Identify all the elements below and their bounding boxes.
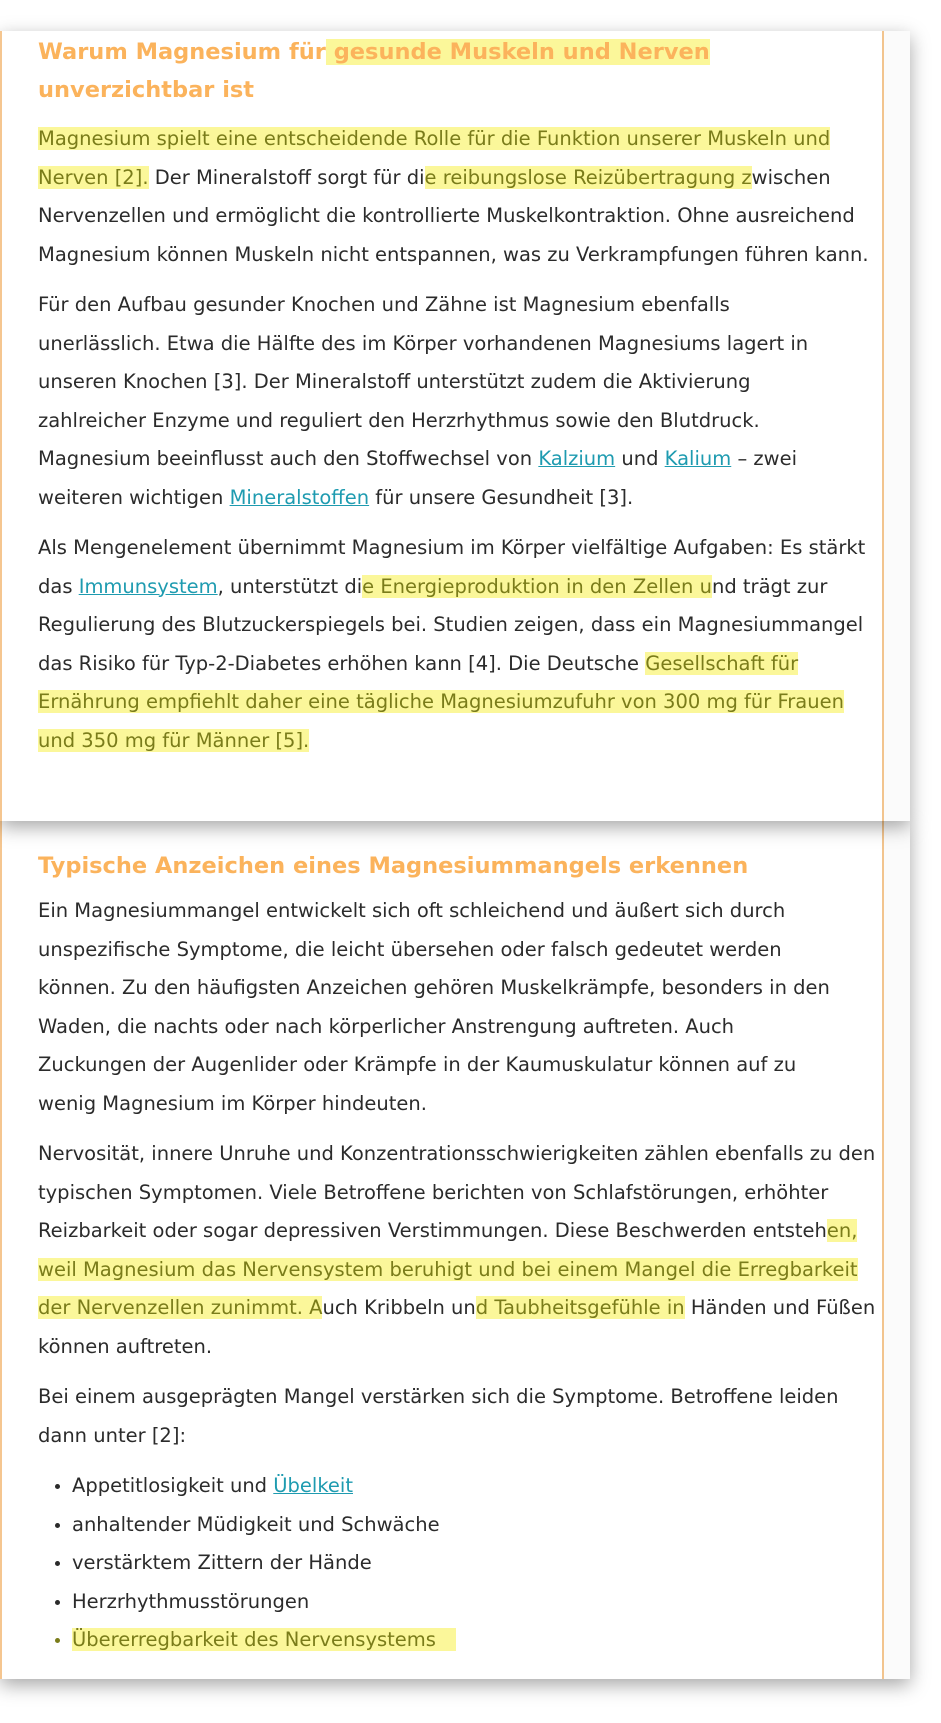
section-heading: Typische Anzeichen eines Magnesiummangels erkennen [38,853,749,879]
text: nd trägt zur Regulierung des Blutzuckerspiegels bei. Studien zeigen, dass ein Magnesiummangel das Risiko für Typ-2-Diabetes erhöhen kann [4]. Die Deutsche [38,574,864,675]
scrollbar-track[interactable] [884,821,910,1679]
paragraph: Ein Magnesiummangel entwickelt sich oft schleichend und äußert sich durch unspezifische Symptome, die leicht übersehen oder falsch gedeutet werden können. Zu den häufigsten Anzeichen gehören Muskelkrämpfe, besonders in den Waden, die nachts oder nach körperlicher Anstrengung auftreten. Auch Zuckungen der Augenlider oder Krämpfe in der Kaumuskulatur können auf zu wenig Magnesium im Körper hindeuten. [38,899,830,1115]
text: Der Mineralstoff sorgt für di [148,165,425,189]
text: – zwei weiteren wichtigen [38,447,797,509]
section-heading [38,33,798,109]
highlight: e Energieproduktion in den Zellen u [362,574,712,598]
heading-text: Warum Magnesium für [38,39,326,65]
paragraph [38,529,876,760]
left-border [0,31,2,821]
text: Nervosität, innere Unruhe und Konzentrationsschwierigkeiten zählen ebenfalls zu den typischen Symptomen. Viele Betroffene berichten von Schlafstörungen, erhöhter Reizbarkeit oder sogar depressiven Verstimmungen. Diese Beschwerden entsteh [38,1142,876,1242]
text: Als Mengenelement übernimmt Magnesium im Körper vielfältige Aufgaben: Es stärkt das [38,536,866,598]
highlight: Gesellschaft für Ernährung empfiehlt daher eine tägliche Magnesiumzufuhr von 300 mg für Frauen und 350 mg für Männer [5]. [38,651,844,752]
paragraph [38,286,848,517]
paragraph [38,120,876,274]
text: Appetitlosigkeit und [72,1474,274,1497]
list-item: • Herzrhythmusstörungen [72,1583,876,1622]
left-border [0,821,2,1679]
symptom-list [38,1467,876,1660]
text: wischen Nervenzellen und ermöglicht die kontrollierte Muskelkontraktion. Ohne ausreichend Magnesium können Muskeln nicht entspannen, was zu Verkrampfungen führen kann. [38,165,869,266]
link-uebelkeit[interactable]: Übelkeit [273,1474,353,1497]
text: Händen und Füßen können auftreten. [38,1296,876,1358]
highlight: gesunde Muskeln und Nerven [325,39,710,65]
highlight: en, weil Magnesium das Nervensystem beruhigt und bei einem Mangel die Erregbarkeit der Nervenzellen zunimmt. A [38,1219,858,1319]
list-item: • anhaltender Müdigkeit und Schwäche [72,1506,876,1545]
highlight: e reibungslose Reizübertragung z [424,165,752,189]
text: und [615,447,665,470]
link-mineralstoffen[interactable]: Mineralstoffen [229,485,370,509]
article-panel-lower [0,821,910,1679]
list-item [72,1467,876,1506]
list-item: • verstärktem Zittern der Hände [72,1544,876,1583]
highlight: Magnesium spielt eine entscheidende Rolle für die Funktion unserer Muskeln und Nerven [2]. [38,127,831,189]
paragraph: Bei einem ausgeprägten Mangel verstärken sich die Symptome. Betroffene leiden dann unter [2]: [38,1385,839,1447]
highlight: d Taubheitsgefühle in [475,1296,685,1319]
link-kalium[interactable]: Kalium [664,447,732,470]
link-kalzium[interactable]: Kalzium [538,447,616,470]
text: für unsere Gesundheit [3]. [369,485,634,509]
highlight: Übererregbarkeit des Nervensystems [72,1628,456,1651]
heading-text: unverzichtbar ist [38,77,255,103]
scrollbar-track [884,31,910,821]
link-immunsystem[interactable]: Immunsystem [78,574,218,598]
text: Für den Aufbau gesunder Knochen und Zähne ist Magnesium ebenfalls unerlässlich. Etwa die Hälfte des im Körper vorhandenen Magnesiums lagert in unseren Knochen [3]. Der Mineralstoff unterstützt zudem die Aktivierung zahlreicher Enzyme und reguliert den Herzrhythmus sowie den Blutdruck. Magnesium beeinflusst auch den Stoffwechsel von [38,293,809,470]
paragraph [38,1135,876,1366]
text: , unterstützt di [217,574,363,598]
article-panel-upper [0,31,910,821]
list-item [72,1621,876,1660]
text: uch Kribbeln un [322,1296,476,1319]
